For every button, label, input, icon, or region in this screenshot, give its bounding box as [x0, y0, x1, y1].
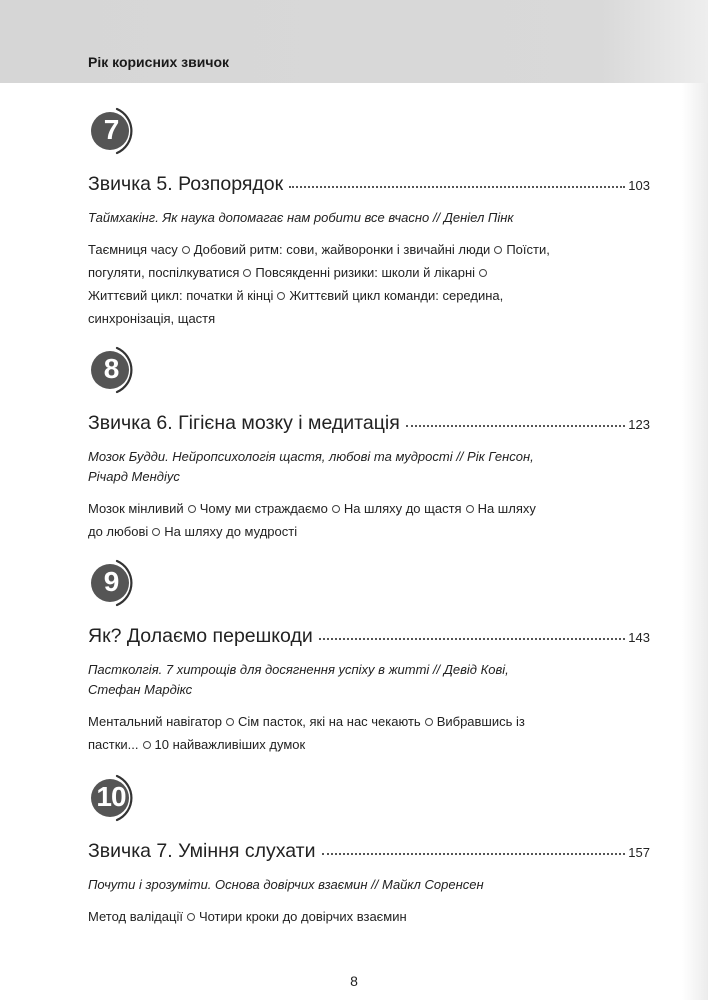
circle-separator-icon — [243, 269, 251, 277]
source-book: Почути і зрозуміти. Основа довірчих взаємин // Майкл Соренсен — [88, 877, 484, 892]
source-book: Таймхакінг. Як наука допомагає нам робити все вчасно // Деніел Пінк — [88, 210, 514, 225]
circle-separator-icon — [479, 269, 487, 277]
topic-list — [88, 497, 550, 543]
topic-item: Чотири кроки до довірчих взаємин — [198, 909, 407, 924]
topic-item: Поїсти, погуляти, поспілкуватися — [88, 242, 550, 280]
circle-separator-icon — [143, 741, 151, 749]
circle-separator-icon — [332, 505, 340, 513]
circle-separator-icon — [494, 246, 502, 254]
circle-separator-icon — [182, 246, 190, 254]
topic-item: Повсякденні ризики: школи й лікарні — [255, 265, 476, 280]
topic-list — [88, 238, 550, 330]
topic-item: Добовий ритм: сови, жайворонки і звичайні люди — [193, 242, 491, 257]
toc-section — [88, 342, 650, 543]
topic-list — [88, 710, 550, 756]
dot-leader — [289, 186, 625, 188]
topic-item: 10 найважливіших думок — [154, 737, 306, 752]
topic-item: Ментальний навігатор — [88, 714, 222, 729]
dot-leader — [406, 425, 626, 427]
source-book: Пастколгія. 7 хитрощів для досягнення успіху в житті // Девід Кові, Стефан Мардікс — [88, 662, 509, 697]
circle-separator-icon — [277, 292, 285, 300]
chapter-number-badge — [88, 770, 144, 826]
topic-item: Життєвий цикл команди: середина, синхронізація, щастя — [88, 288, 504, 326]
chapter-number: 7 — [103, 114, 119, 145]
chapter-number-badge — [88, 103, 144, 159]
page-edge-shade — [682, 83, 708, 1000]
topic-item: На шляху до щастя — [343, 501, 462, 516]
page-reference: 103 — [628, 178, 650, 193]
running-header — [0, 0, 708, 83]
chapter-number-badge — [88, 555, 144, 611]
circle-separator-icon — [425, 718, 433, 726]
topic-item: Метод валідації — [88, 909, 183, 924]
topic-list — [88, 905, 550, 928]
circle-separator-icon — [226, 718, 234, 726]
toc-entry — [88, 625, 650, 648]
page-number: 8 — [350, 973, 358, 989]
circle-separator-icon — [466, 505, 474, 513]
topic-item: Життєвий цикл: початки й кінці — [88, 288, 274, 303]
toc-entry — [88, 840, 650, 863]
source-book: Мозок Будди. Нейропсихологія щастя, любові та мудрості // Рік Генсон, Річард Мендіус — [88, 449, 534, 484]
circle-separator-icon — [152, 528, 160, 536]
chapter-title: Як? Долаємо перешкоди — [88, 625, 313, 647]
circle-separator-icon — [188, 505, 196, 513]
page-reference: 157 — [628, 845, 650, 860]
topic-item: На шляху до мудрості — [164, 524, 298, 539]
topic-item: Вибравшись із пастки... — [88, 714, 525, 752]
topic-item: На шляху до любові — [88, 501, 536, 539]
dot-leader — [319, 638, 626, 640]
toc-section — [88, 555, 650, 756]
chapter-title: Звичка 7. Уміння слухати — [88, 840, 316, 862]
toc-entry — [88, 412, 650, 435]
chapter-number: 9 — [103, 566, 119, 597]
toc-section — [88, 770, 650, 928]
chapter-number: 8 — [103, 353, 119, 384]
topic-item: Чому ми страждаємо — [199, 501, 328, 516]
circle-separator-icon — [187, 913, 195, 921]
topic-item: Сім пасток, які на нас чекають — [237, 714, 421, 729]
topic-item: Таємниця часу — [88, 242, 178, 257]
topic-item: Мозок мінливий — [88, 501, 184, 516]
dot-leader — [322, 853, 626, 855]
page-reference: 143 — [628, 630, 650, 645]
chapter-number: 10 — [96, 781, 126, 812]
chapter-number-badge — [88, 342, 144, 398]
chapter-title: Звичка 5. Розпорядок — [88, 173, 284, 195]
chapter-title: Звичка 6. Гігієна мозку і медитація — [88, 412, 400, 434]
book-title: Рік корисних звичок — [88, 54, 230, 70]
toc-entry — [88, 173, 650, 196]
page-reference: 123 — [628, 417, 650, 432]
toc-section — [88, 103, 650, 330]
